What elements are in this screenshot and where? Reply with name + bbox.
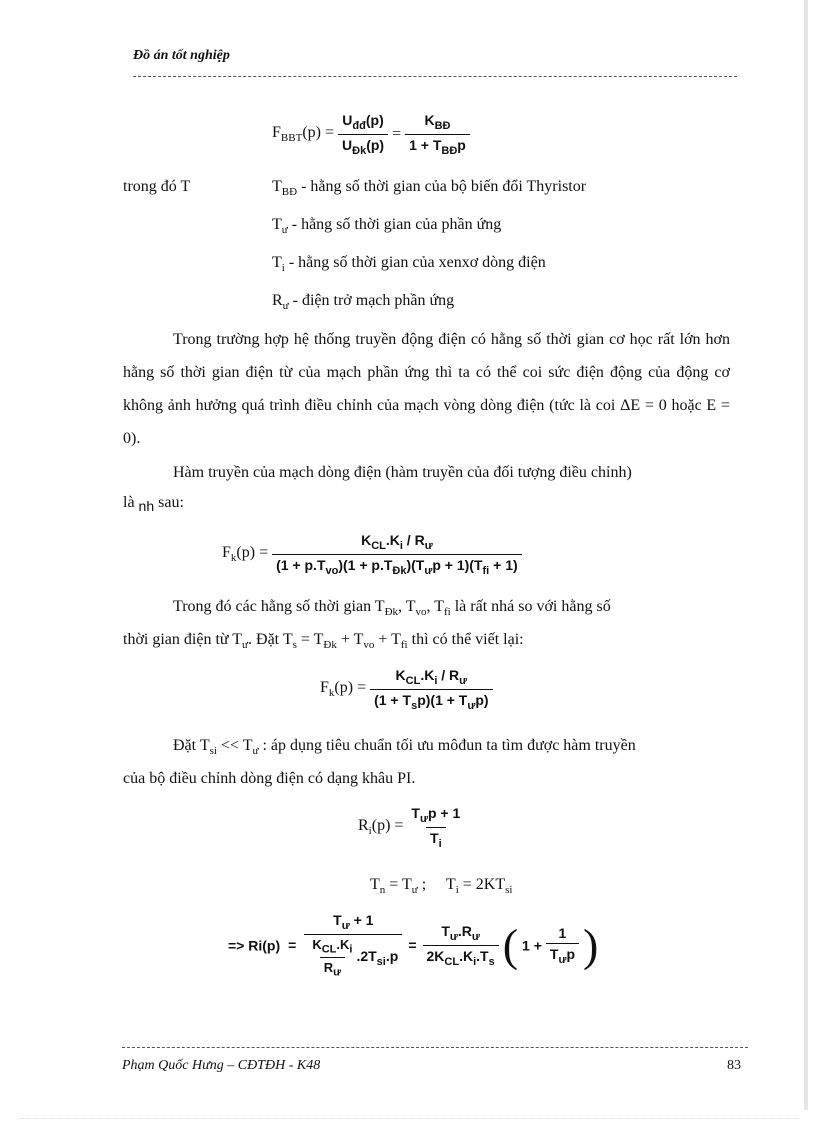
header-divider	[133, 76, 737, 77]
header-title: Đồ án tốt nghiệp	[133, 48, 230, 63]
definitions-intro: trong đó T	[123, 178, 191, 195]
equation-fk-simplified: $F_k(p)$ = $\frac{K_{CL}.K_i / R_ư}{(1 + T_sp)(1 + T_ưp)}$	[320, 667, 493, 712]
paragraph-2-line2: là nh sau:	[123, 494, 184, 514]
paragraph-1: Trong trường hợp hệ thống truyền động điện có hằng số thời gian cơ học rất lớn hơn hằng số thời gian điện từ của mạch phần ứng thì ta có thể coi sức điện động của động cơ không ảnh hưởng quá trình điều chỉnh của mạch vòng dòng điện (tức là coi ΔE = 0 hoặc E = 0).	[123, 331, 730, 447]
fraction-2: $\frac{K_{BĐ}}{1 + T_{BĐ}p}$	[405, 112, 470, 157]
equation-ri: $R_i(p)$ = $\frac{T_ưp + 1}{T_i}$	[358, 805, 461, 850]
footer-author: Phạm Quốc Hưng – CĐTĐH - K48	[122, 1058, 321, 1073]
page-bottom-edge	[20, 1118, 800, 1119]
page-edge-shadow	[804, 0, 808, 1110]
fraction-1: $\frac{U_{đđ}(p)}{U_{Đk}(p)}$	[338, 112, 388, 157]
equation-fbbt: $F_{BBT}(p)$ = $\frac{U_{đđ}(p)}{U_{Đk}(p)}$ = $\frac{K_{BĐ}}{1 + T_{BĐ}p}$	[272, 112, 470, 157]
page-number: 83	[727, 1058, 741, 1073]
definition-item: $T_{BĐ}$ - hằng số thời gian của bộ biến đổi Thyristor	[272, 178, 587, 199]
definition-item: $R_ư$ - điện trở mạch phần ứng	[272, 292, 455, 313]
equation-ri-final: => Ri(p) = $T_ư + 1$ $\frac{K_{CL}.K_i}{R_ư}$ $.2T_{si}.p$ = $\frac{T_ư.R_ư}{2K_{CL}.K_i.T_s}$ ( 1 + $\frac{1}{T_ưp}$ )	[228, 912, 599, 979]
equation-fk-full: $F_k(p)$ = $\frac{K_{CL}.K_i / R_ư}{(1 + p.T_{vo})(1 + p.T_{Đk})(T_ưp + 1)(T_{fi} + 1)}$	[222, 532, 522, 577]
definition-item: $T_ư$ - hằng số thời gian của phần ứng	[272, 216, 502, 237]
definition-item: $T_i$ - hằng số thời gian của xenxơ dòng điện	[272, 254, 546, 275]
footer-divider	[122, 1047, 748, 1048]
paragraph-4-line1: Đặt $T_{si} << T_ư$ : áp dụng tiêu chuẩn tối ưu môđun ta tìm được hàm truyền	[173, 737, 636, 758]
paragraph-2: Hàm truyền của mạch dòng điện (hàm truyền của đối tượng điều chỉnh)	[173, 464, 632, 481]
paragraph-3-line1: Trong đó các hằng số thời gian $T_{Đk}$, $T_{vo}$, $T_{fi}$ là rất nhá so với hằng số	[173, 598, 611, 619]
paragraph-3-line2: thời gian điện từ $T_ư$. Đặt $T_s = T_{Đk} + T_{vo} + T_{fi}$ thì có thể viết lại:	[123, 631, 524, 652]
equation-tn-ti: $T_n = T_ư$ ; $T_i = 2KT_{si}$	[370, 876, 513, 897]
paragraph-4-line2: của bộ điều chỉnh dòng điện có dạng khâu PI.	[123, 770, 416, 787]
